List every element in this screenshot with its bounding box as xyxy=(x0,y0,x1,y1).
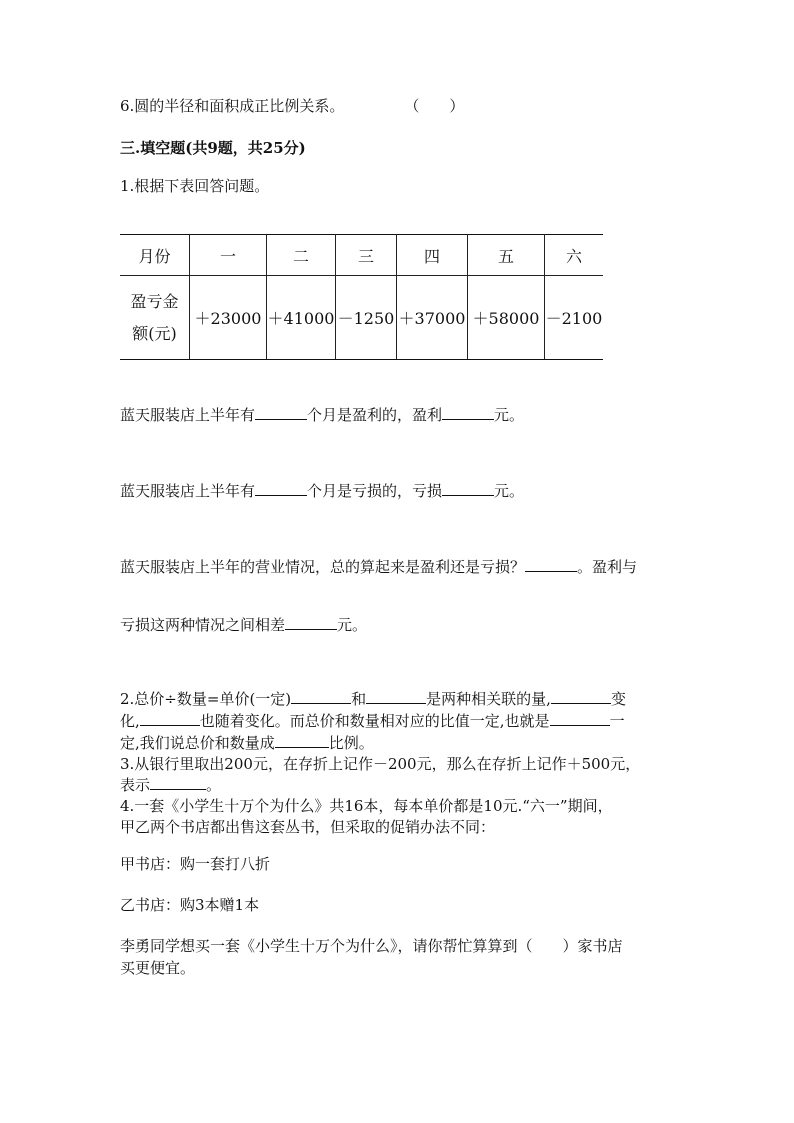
answer-blank[interactable] xyxy=(140,711,200,726)
fill-line-difference: 亏损这两种情况之间相差 元。 xyxy=(120,616,368,634)
fill-line-profit-months: 蓝天服装店上半年有 个月是盈利的，盈利 元。 xyxy=(120,406,525,424)
value-cell: －2100 xyxy=(545,276,604,360)
fill-question-4-line-1: 4.一套《小学生十万个为什么》共16本，每本单价都是10元.“六一”期间， xyxy=(120,797,613,815)
month-cell: 四 xyxy=(397,235,468,276)
fill-question-3-line-2: 表示 。 xyxy=(120,776,222,794)
table-header-label: 月份 xyxy=(120,235,190,276)
fill-question-2-line-1: 2.总价÷数量=单价(一定) 和 是两种相关联的量, 变 xyxy=(120,690,626,708)
answer-blank[interactable] xyxy=(255,405,307,420)
fill-question-2-line-2: 化, 也随着变化。而总价和数量相对应的比值一定,也就是 一 xyxy=(120,712,625,730)
month-cell: 二 xyxy=(267,235,336,276)
month-cell: 六 xyxy=(545,235,604,276)
section-title: 三.填空题(共9题，共25分) xyxy=(120,139,306,157)
month-cell: 三 xyxy=(336,235,397,276)
answer-blank[interactable] xyxy=(550,711,610,726)
fill-line-overall: 蓝天服装店上半年的营业情况，总的算起来是盈利还是亏损？ 。盈利与 xyxy=(120,558,638,576)
question-6-text: 6.圆的半径和面积成正比例关系。 xyxy=(120,97,345,115)
answer-blank[interactable] xyxy=(442,405,494,420)
answer-paren: （ ） xyxy=(404,97,465,115)
row-label: 盈亏金 额(元) xyxy=(120,276,190,360)
answer-blank[interactable] xyxy=(366,689,426,704)
fill-line-loss-months: 蓝天服装店上半年有 个月是亏损的，亏损 元。 xyxy=(120,482,525,500)
value-cell: ＋41000 xyxy=(267,276,336,360)
fill-question-4-line-5: 李勇同学想买一套《小学生十万个为什么》，请你帮忙算算到（ ）家书店 xyxy=(120,937,623,955)
fill-question-2-line-3: 定,我们说总价和数量成 比例。 xyxy=(120,734,374,752)
answer-blank[interactable] xyxy=(291,689,351,704)
answer-blank[interactable] xyxy=(150,775,206,790)
table-header-row xyxy=(120,235,603,276)
fill-question-1-intro: 1.根据下表回答问题。 xyxy=(120,177,270,195)
store-b-offer: 乙书店：购3本赠1本 xyxy=(120,896,260,914)
value-cell: ＋58000 xyxy=(468,276,545,360)
answer-blank[interactable] xyxy=(551,689,611,704)
answer-blank[interactable] xyxy=(275,733,329,748)
answer-blank[interactable] xyxy=(525,557,577,572)
fill-question-3-line-1: 3.从银行里取出200元，在存折上记作－200元，那么在存折上记作＋500元， xyxy=(120,755,641,773)
answer-blank[interactable] xyxy=(255,481,307,496)
value-cell: ＋23000 xyxy=(190,276,267,360)
answer-blank[interactable] xyxy=(285,615,337,630)
table-value-row xyxy=(120,276,603,360)
fill-question-4-line-2: 甲乙两个书店都出售这套丛书，但采取的促销办法不同： xyxy=(120,818,496,836)
month-cell: 一 xyxy=(190,235,267,276)
answer-blank[interactable] xyxy=(442,481,494,496)
fill-question-4-line-6: 买更便宜。 xyxy=(120,959,196,977)
month-cell: 五 xyxy=(468,235,545,276)
value-cell: －1250 xyxy=(336,276,397,360)
store-a-offer: 甲书店：购一套打八折 xyxy=(120,855,271,873)
profit-loss-table xyxy=(120,234,603,360)
value-cell: ＋37000 xyxy=(397,276,468,360)
question-6 xyxy=(120,96,464,116)
